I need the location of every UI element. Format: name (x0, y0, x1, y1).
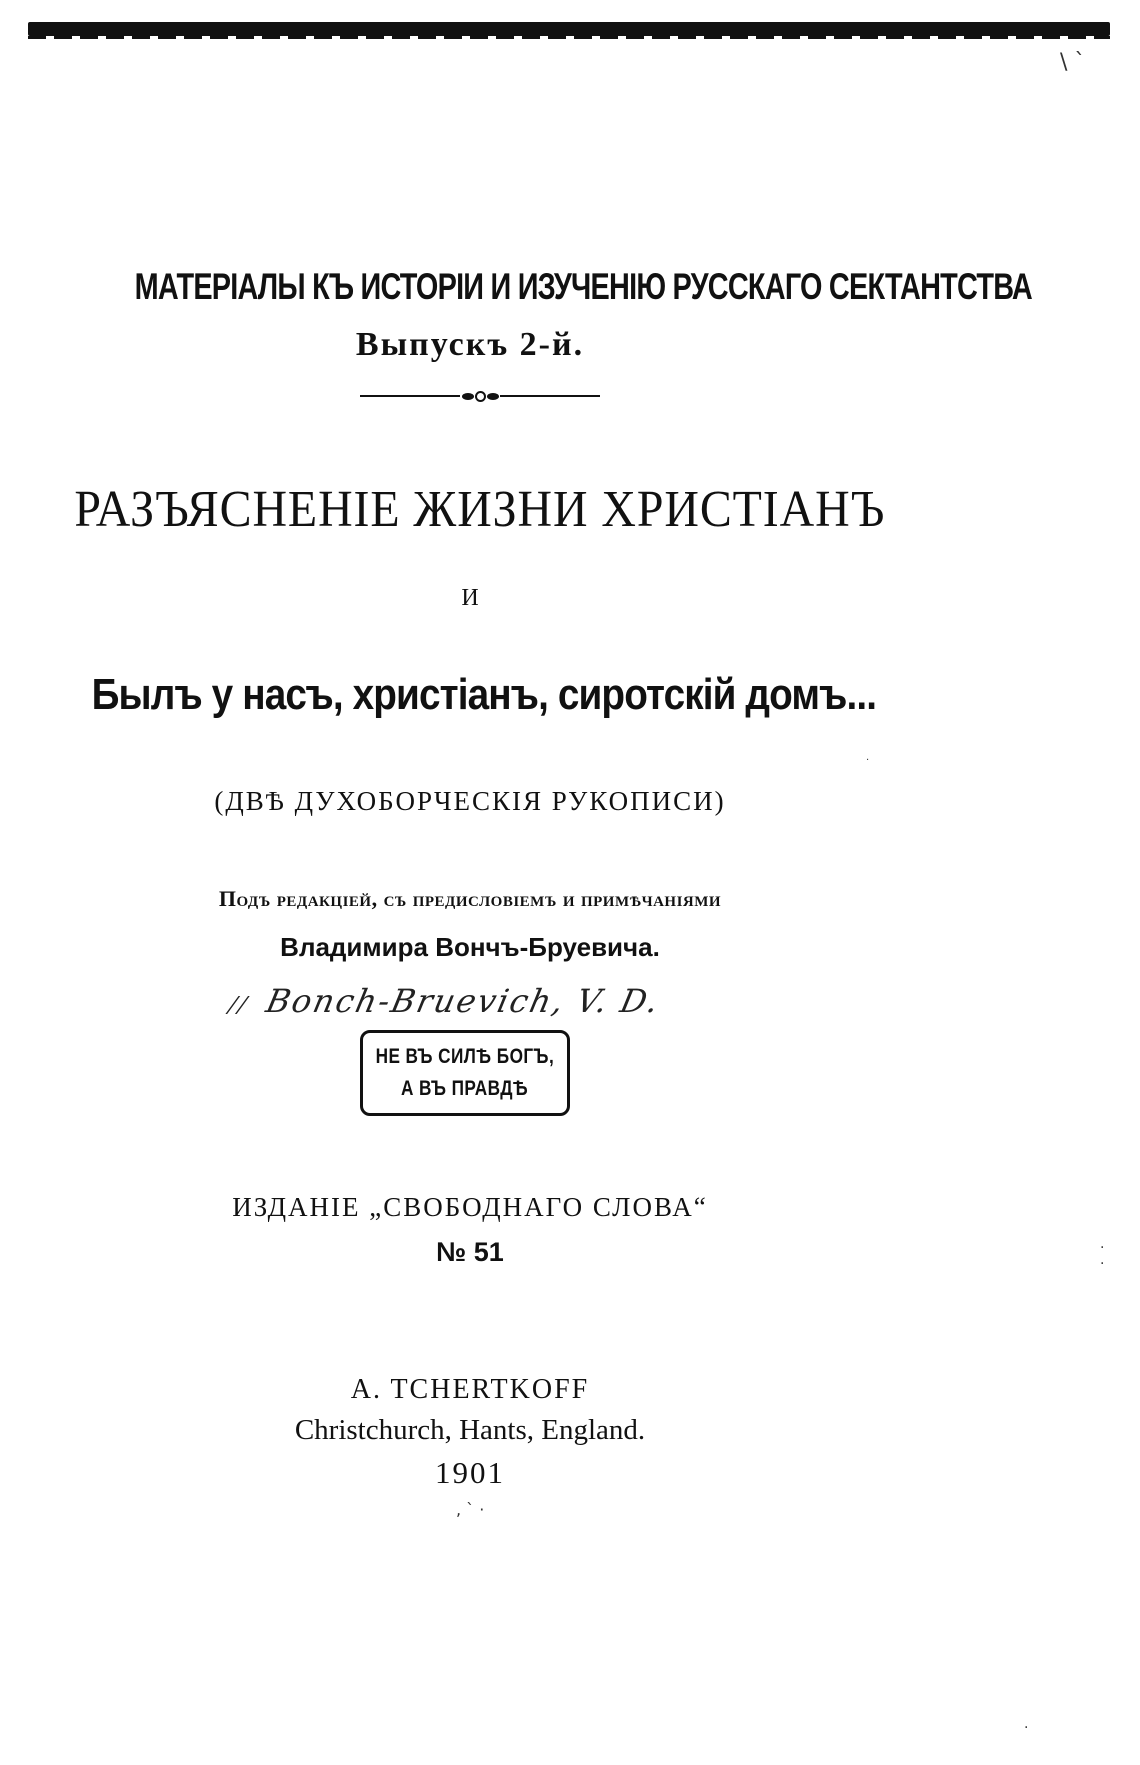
motto-stamp (360, 1030, 570, 1116)
imprint-place: Christchurch, Hants, England. (294, 1414, 646, 1446)
publication-number: № 51 (436, 1237, 504, 1267)
ornament-divider (360, 390, 600, 402)
main-title: РАЗЪЯСНЕНIЕ ЖИЗНИ ХРИСТIАНЪ (74, 481, 886, 538)
edited-by-line: Подъ редакцiей, съ предисловiемъ и примѣчанiями (218, 886, 722, 911)
conjunction: И (461, 585, 479, 611)
handwritten-text: Bonch-Bruevich, V. D. (262, 982, 664, 1020)
editor-name: Владимира Вончъ-Бруевича. (280, 932, 660, 962)
imprint-year: 1901 (435, 1455, 505, 1490)
scan-artifact: , ` · (456, 1500, 485, 1519)
subtitle: (ДВѢ ДУХОБОРЧЕСКIЯ РУКОПИСИ) (214, 786, 726, 816)
motto-line-1: НЕ ВЪ СИЛѢ БОГЪ, (375, 1045, 555, 1068)
imprint-publisher: A. TCHERTKOFF (350, 1374, 590, 1405)
second-title: Былъ у насъ, христiанъ, сиротскiй домъ... (91, 670, 877, 719)
issue-number: Выпускъ 2-й. (355, 326, 585, 363)
publisher-line: ИЗДАНIЕ „СВОБОДНАГО СЛОВА“ (232, 1192, 708, 1222)
scan-artifact: · · (1100, 1240, 1105, 1272)
scan-artifact: \ ` (1060, 50, 1086, 75)
motto-line-2: А ВЪ ПРАВДѢ (401, 1077, 529, 1100)
scan-artifact: · (866, 755, 870, 766)
scan-artifact: · (1024, 1720, 1029, 1736)
series-title: МАТЕРIАЛЫ КЪ ИСТОРIИ И ИЗУЧЕНIЮ РУССКАГО СЕКТАНТСТВА (134, 266, 1032, 307)
top-border-rule (28, 22, 1110, 36)
handwritten-note: // Bonch-Bruevich, V. D. (226, 982, 664, 1020)
